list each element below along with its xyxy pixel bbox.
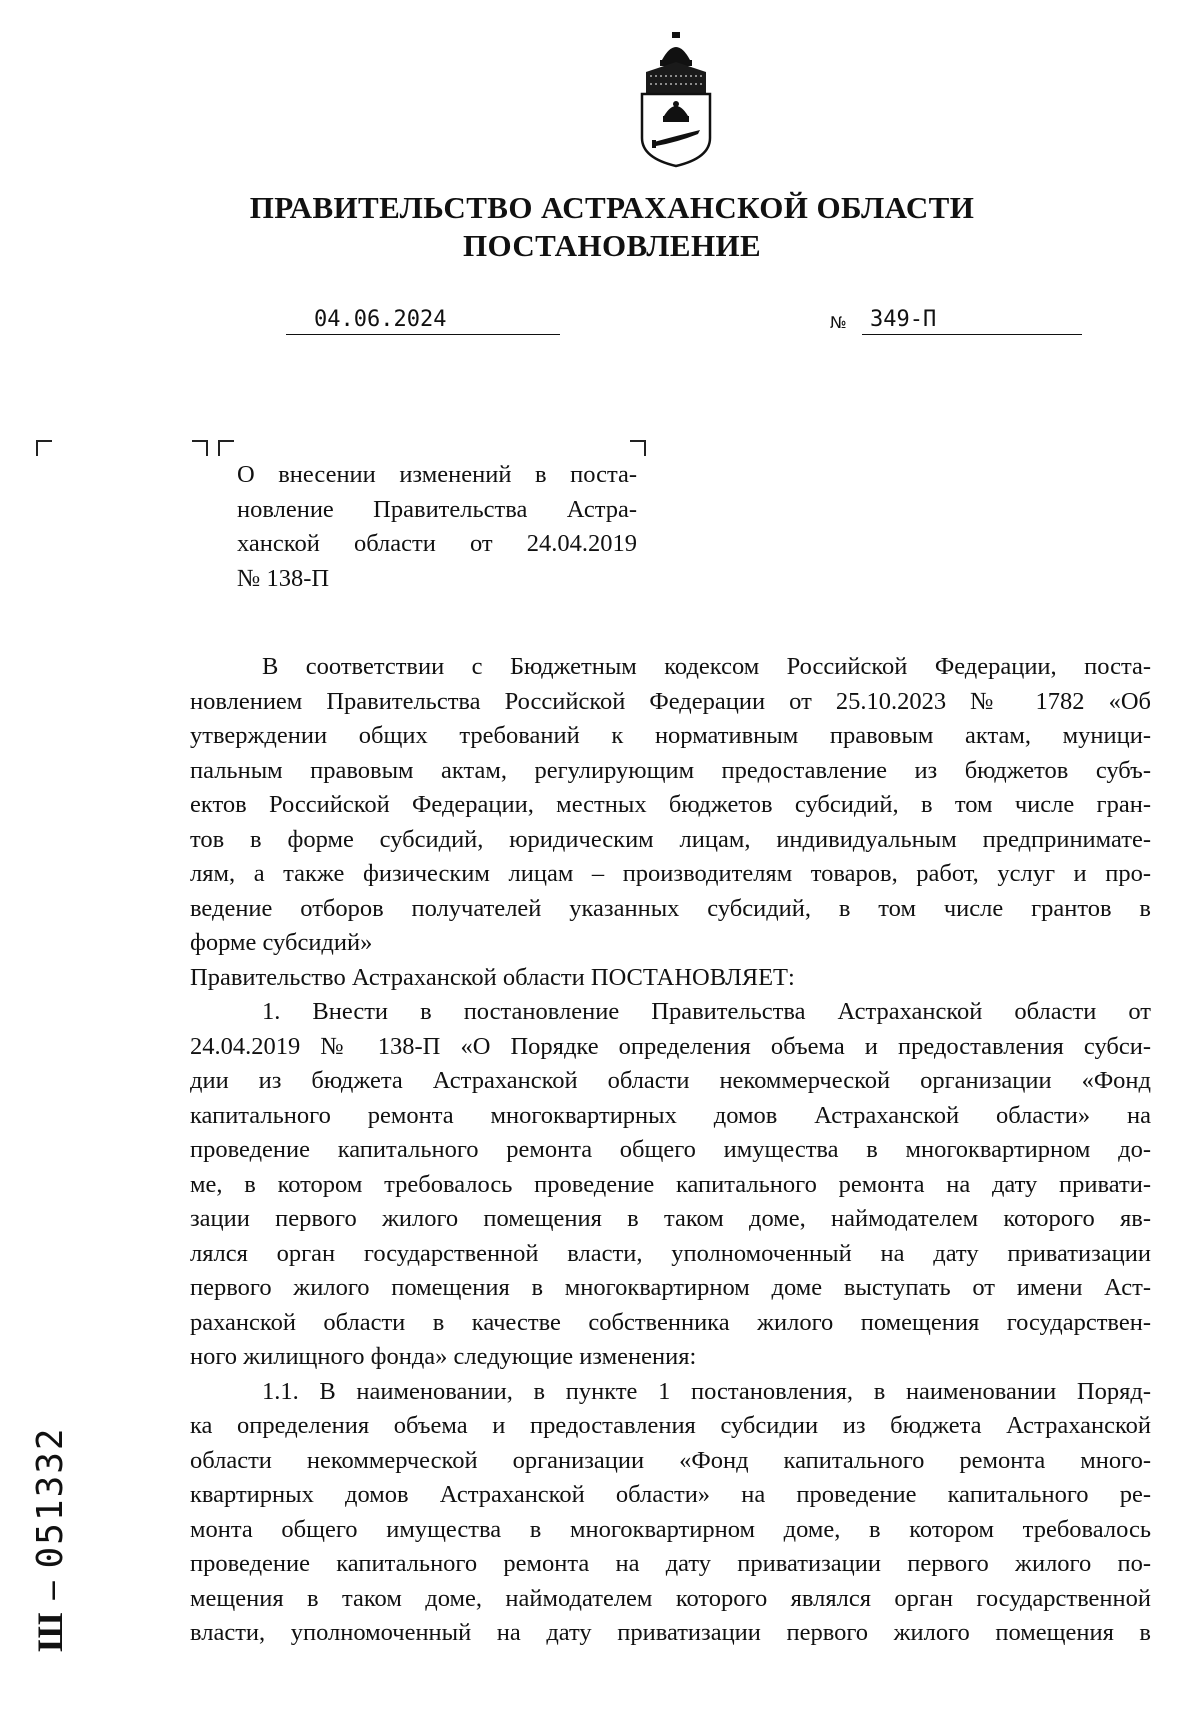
document-number: 349-П [862, 306, 1082, 335]
body-line: Правительство Астраханской области ПОСТАНОВЛЯЕТ: [190, 963, 795, 991]
body-line: В соответствии с Бюджетным кодексом Российской Федерации, поста- [262, 653, 1151, 680]
subject-line: № 138-П [237, 564, 330, 592]
subject-block [237, 458, 637, 596]
body-line: ведение отборов получателей указанных субсидий, в том числе грантов в [190, 894, 1151, 922]
number-sign: № [830, 313, 847, 332]
body-line: раханской области в качестве собственника жилого помещения государствен- [190, 1308, 1151, 1336]
body-line: пальным правовым актам, регулирующим предоставление из бюджетов субъ- [190, 756, 1151, 784]
document-body [190, 650, 1151, 1651]
body-line: области некоммерческой организации «Фонд капитального ремонта много- [190, 1446, 1151, 1474]
body-line: 1.1. В наименовании, в пункте 1 постановления, в наименовании Поряд- [262, 1377, 1151, 1405]
body-line: лям, а также физическим лицам – производителям товаров, работ, услуг и про- [190, 860, 1151, 887]
coat-of-arms-emblem [638, 30, 714, 168]
body-line: 24.04.2019 № 138-П «О Порядке определения объема и предоставления субси- [190, 1032, 1151, 1060]
body-line: власти, уполномоченный на дату приватизации первого жилого помещения в [190, 1619, 1151, 1646]
body-line: дии из бюджета Астраханской области некоммерческой организации «Фонд [190, 1067, 1151, 1094]
body-line: капитального ремонта многоквартирных домов Астраханской области» на [190, 1101, 1151, 1129]
corner-mark-left [36, 440, 52, 456]
body-line: квартирных домов Астраханской области» на проведение капитального ре- [190, 1481, 1151, 1508]
body-line: лялся орган государственной власти, уполномоченный на дату приватизации [190, 1239, 1151, 1267]
government-title: ПРАВИТЕЛЬСТВО АСТРАХАНСКОЙ ОБЛАСТИ [249, 190, 975, 225]
body-line: форме субсидий» [190, 929, 373, 956]
side-serial-number: 051332 [30, 1426, 71, 1569]
body-line: ного жилищного фонда» следующие изменения: [190, 1343, 697, 1370]
body-line: первого жилого помещения в многоквартирном доме выступать от имени Аст- [190, 1274, 1151, 1301]
side-serial-prefix: Ш – [30, 1579, 70, 1652]
body-line: тов в форме субсидий, юридическим лицам, индивидуальным предпринимате- [190, 825, 1151, 853]
body-line: ме, в котором требовалось проведение капитального ремонта на дату привати- [190, 1170, 1151, 1198]
corner-mark-subject-left-inner [218, 440, 234, 456]
body-line: зации первого жилого помещения в таком доме, наймодателем которого яв- [190, 1205, 1151, 1232]
corner-mark-subject-left-outer [192, 440, 208, 456]
body-line: мещения в таком доме, наймодателем которого являлся орган государственной [190, 1584, 1151, 1612]
document-type-title: ПОСТАНОВЛЕНИЕ [462, 228, 762, 263]
subject-line: О внесении изменений в поста- [237, 461, 637, 488]
body-line: монта общего имущества в многоквартирном доме, в котором требовалось [190, 1515, 1151, 1543]
subject-line: новление Правительства Астра- [237, 495, 637, 523]
corner-mark-subject-right [630, 440, 646, 456]
body-line: утверждении общих требований к нормативным правовым актам, муници- [190, 722, 1151, 749]
body-line: ка определения объема и предоставления субсидии из бюджета Астраханской [190, 1412, 1151, 1439]
body-line: проведение капитального ремонта на дату приватизации первого жилого по- [190, 1550, 1151, 1577]
side-serial-mark [30, 1426, 71, 1652]
body-line: проведение капитального ремонта общего имущества в многоквартирном до- [190, 1136, 1151, 1163]
subject-line: ханской области от 24.04.2019 [237, 530, 637, 557]
body-line: новлением Правительства Российской Федерации от 25.10.2023 № 1782 «Об [190, 687, 1151, 715]
body-line: ектов Российской Федерации, местных бюджетов субсидий, в том числе гран- [190, 791, 1151, 818]
body-line: 1. Внести в постановление Правительства Астраханской области от [262, 998, 1151, 1025]
document-date: 04.06.2024 [286, 306, 560, 335]
